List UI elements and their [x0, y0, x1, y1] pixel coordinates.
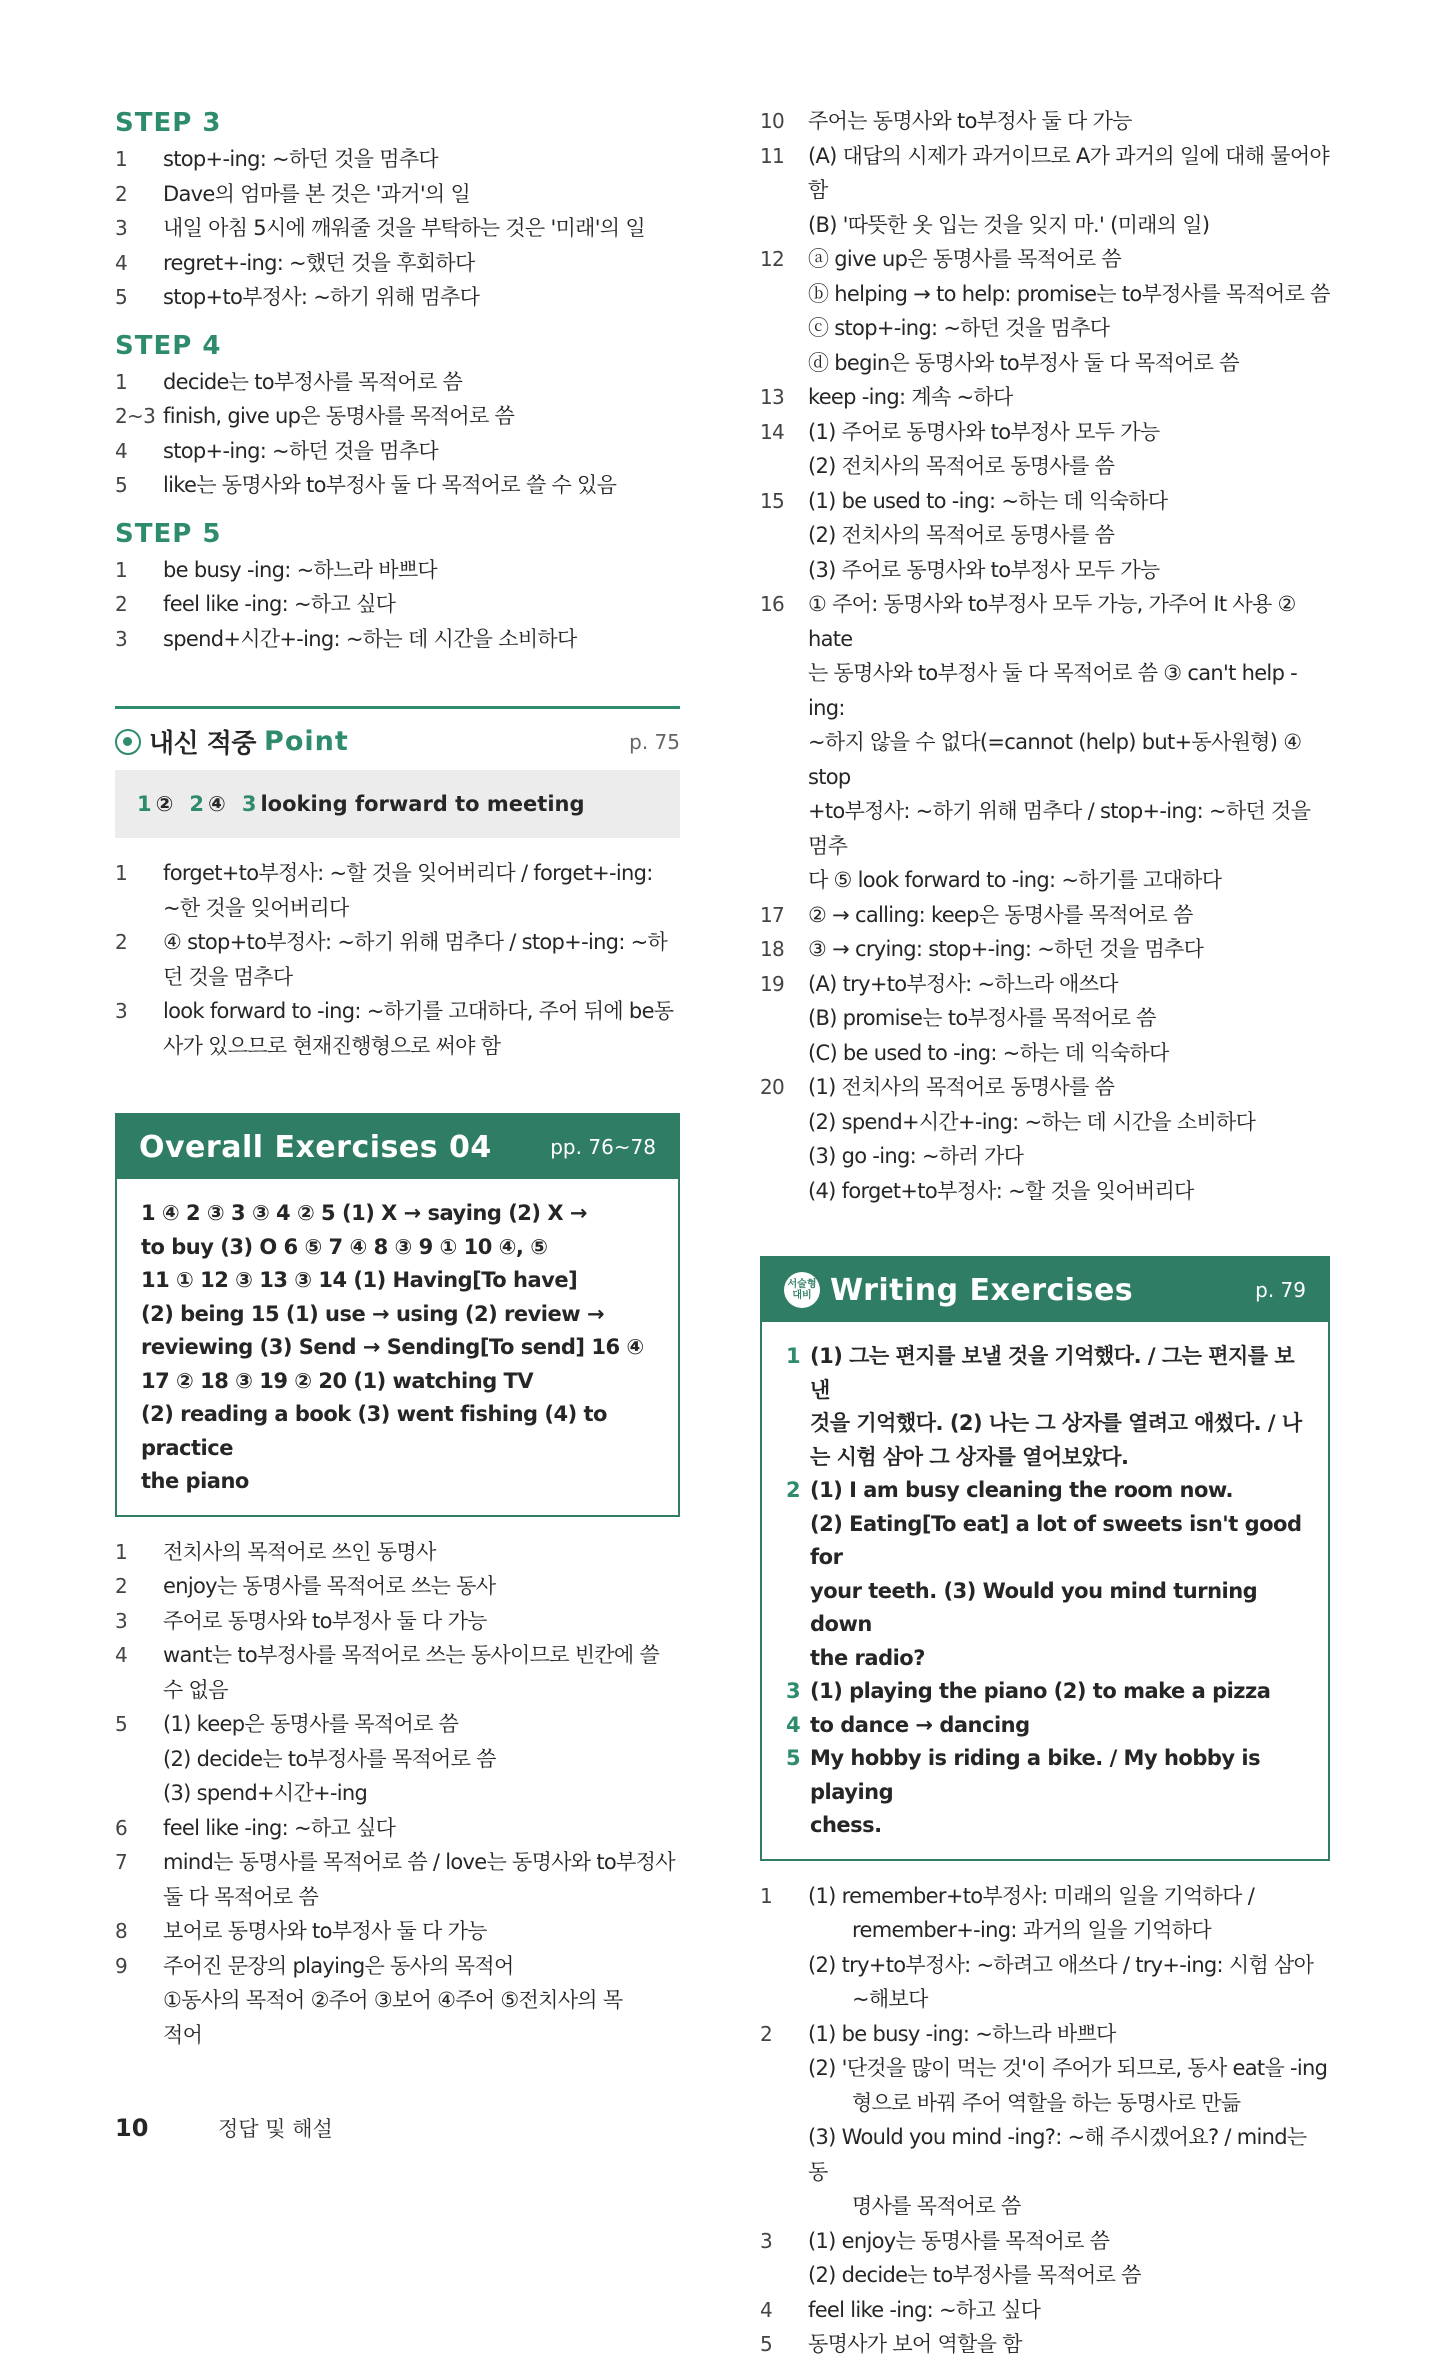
list-item [115, 856, 680, 891]
target-icon [115, 729, 141, 755]
answer-number [786, 1642, 810, 1676]
list-item [115, 1707, 680, 1742]
answer-line: (2) reading a book (3) went fishing (4) to practice [141, 1402, 607, 1460]
item-continuation: ⓒ stop+-ing: ~하던 것을 멈추다 [808, 316, 1110, 340]
item-text: ③ → crying: stop+-ing: ~하던 것을 멈추다 [808, 937, 1204, 961]
list-item [115, 587, 680, 622]
answer-line: 1 ④ 2 ③ 3 ③ 4 ② 5 (1) X → saying (2) X → [141, 1201, 587, 1225]
item-number: 15 [760, 488, 785, 513]
item-text: feel like -ing: ~하고 싶다 [163, 1815, 396, 1840]
answer-text: the radio? [810, 1645, 925, 1670]
overall-explanations [115, 1535, 680, 2053]
point-explanations [115, 856, 680, 1063]
list-item [115, 468, 680, 503]
overall-exercises-answers [117, 1179, 678, 1515]
item-continuation: remember+-ing: 과거의 일을 기억하다 [852, 1918, 1211, 1942]
item-text: mind는 동명사를 목적어로 씀 / love는 동명사와 to부정사 [163, 1850, 675, 1874]
item-number: 1 [115, 369, 128, 394]
list-item [760, 380, 1330, 415]
writing-answer-line [786, 1407, 1308, 1441]
item-number: 4 [760, 2297, 773, 2322]
item-number: 2~3 [115, 404, 156, 428]
list-item [115, 1604, 680, 1639]
item-number: 4 [115, 1643, 128, 1667]
point-answer [242, 792, 585, 816]
item-number: 5 [115, 285, 128, 309]
item-text: want는 to부정사를 목적어로 쓰는 동사이므로 빈칸에 쓸 [163, 1643, 660, 1667]
point-section-header [115, 706, 680, 762]
item-number: 1 [760, 1883, 773, 1908]
answer-value: looking forward to meeting [260, 792, 585, 816]
answer-number: 5 [786, 1746, 801, 1770]
answer-text: (1) playing the piano (2) to make a pizza [810, 1679, 1271, 1703]
item-continuation: 수 없음 [163, 1677, 228, 1702]
list-item [760, 932, 1330, 967]
item-text: ① 주어: 동명사와 to부정사 모두 가능, 가주어 It 사용 ② hate [808, 592, 1296, 651]
item-continuation: ~하지 않을 수 없다(=cannot (help) but+동사원형) ④ stop [808, 730, 1302, 789]
item-number: 20 [760, 1075, 785, 1099]
left-column [115, 104, 680, 2052]
list-item [760, 967, 1330, 1002]
list-item [115, 177, 680, 212]
page-footer [115, 2113, 333, 2143]
item-text: 동명사가 보어 역할을 함 [808, 2332, 1022, 2356]
writing-answer-line [786, 1809, 1308, 1843]
item-number: 18 [760, 937, 785, 961]
overall-exercises-title: Overall Exercises 04 [139, 1129, 492, 1165]
page-number: 10 [115, 2114, 149, 2142]
item-text: 주어는 동명사와 to부정사 둘 다 가능 [808, 109, 1132, 133]
step5-list [115, 553, 680, 657]
answer-number [786, 1508, 810, 1575]
item-text: (1) be used to -ing: ~하는 데 익숙하다 [808, 488, 1168, 513]
item-number: 4 [115, 250, 128, 275]
item-continuation: +to부정사: ~하기 위해 멈추다 / stop+-ing: ~하던 것을 멈추 [808, 799, 1311, 858]
item-number: 19 [760, 971, 785, 996]
answer-text: (1) 그는 편지를 보낼 것을 기억했다. / 그는 편지를 보낸 [810, 1344, 1295, 1402]
right-column [760, 104, 1330, 2362]
item-text: feel like -ing: ~하고 싶다 [808, 2297, 1041, 2322]
item-text: enjoy는 동명사를 목적어로 쓰는 동사 [163, 1574, 496, 1598]
answer-number [786, 1809, 810, 1843]
writing-answer-line [786, 1709, 1308, 1743]
item-number: 5 [115, 1712, 128, 1736]
item-text: be busy -ing: ~하느라 바쁘다 [163, 557, 437, 582]
writing-exercises-header [762, 1258, 1328, 1322]
list-item [115, 211, 680, 246]
answer-text: (1) I am busy cleaning the room now. [810, 1478, 1233, 1502]
footer-title: 정답 및 해설 [218, 2117, 333, 2141]
item-number: 2 [115, 930, 128, 954]
item-continuation: (2) '단것을 많이 먹는 것'이 주어가 되므로, 동사 eat을 -ing [808, 2056, 1328, 2080]
answer-line: 11 ① 12 ③ 13 ③ 14 (1) Having[To have] [141, 1268, 578, 1292]
answer-text: (2) Eating[To eat] a lot of sweets isn't good for [810, 1511, 1302, 1569]
item-number: 1 [115, 1539, 128, 1564]
item-text: ② → calling: keep은 동명사를 목적어로 씀 [808, 902, 1193, 927]
item-text: (1) enjoy는 동명사를 목적어로 씀 [808, 2228, 1110, 2253]
item-text: regret+-ing: ~했던 것을 후회하다 [163, 250, 475, 275]
item-continuation: (3) go -ing: ~하러 가다 [808, 1144, 1024, 1168]
list-item [115, 1638, 680, 1673]
item-text: (1) be busy -ing: ~하느라 바쁘다 [808, 2021, 1116, 2046]
answer-text: chess. [810, 1813, 882, 1837]
item-continuation: 명사를 목적어로 씀 [852, 2194, 1021, 2218]
item-number: 9 [115, 1953, 128, 1978]
list-item [115, 1535, 680, 1570]
item-continuation: (2) 전치사의 목적어로 동명사를 씀 [808, 523, 1115, 547]
item-text: look forward to -ing: ~하기를 고대하다, 주어 뒤에 be동 [163, 999, 674, 1023]
item-number: 4 [115, 438, 128, 463]
list-item [760, 587, 1330, 656]
writing-answer-line [786, 1575, 1308, 1642]
item-number: 2 [115, 1574, 128, 1598]
item-text: (1) 주어로 동명사와 to부정사 모두 가능 [808, 419, 1160, 444]
writing-exercises-title: Writing Exercises [830, 1272, 1134, 1308]
item-continuation: 적어 [163, 2022, 203, 2047]
item-text: 보어로 동명사와 to부정사 둘 다 가능 [163, 1919, 487, 1943]
step4-heading: STEP 4 [115, 330, 222, 361]
overall-exercises-box [115, 1113, 680, 1517]
item-text: decide는 to부정사를 목적어로 씀 [163, 369, 463, 394]
writing-answer-line [786, 1675, 1308, 1709]
item-number: 14 [760, 419, 785, 444]
list-item [760, 1879, 1330, 1914]
writing-answer-line [786, 1508, 1308, 1575]
list-item [760, 139, 1330, 208]
writing-explanations [760, 1879, 1330, 2362]
list-item [760, 2327, 1330, 2362]
answer-line: reviewing (3) Send → Sending[To send] 16 ④ [141, 1335, 644, 1359]
answer-number: 2 [786, 1478, 801, 1502]
item-text: 주어로 동명사와 to부정사 둘 다 가능 [163, 1608, 487, 1633]
answer-number [786, 1407, 810, 1441]
point-answer-box [115, 770, 680, 838]
list-item [115, 246, 680, 281]
item-text: 주어진 문장의 playing은 동사의 목적어 [163, 1953, 514, 1978]
list-item [115, 1949, 680, 1984]
overall-explanations-continued [760, 104, 1330, 1208]
item-continuation: (4) forget+to부정사: ~할 것을 잊어버리다 [808, 1178, 1194, 1203]
writing-exercises-answers [762, 1322, 1328, 1859]
list-item [760, 2224, 1330, 2259]
item-text: forget+to부정사: ~할 것을 잊어버리다 / forget+-ing: [163, 861, 653, 885]
item-continuation: (2) spend+시간+-ing: ~하는 데 시간을 소비하다 [808, 1109, 1256, 1134]
item-continuation: ~해보다 [852, 1987, 928, 2011]
item-continuation: (2) decide는 to부정사를 목적어로 씀 [163, 1746, 496, 1771]
list-item [115, 280, 680, 315]
item-number: 5 [115, 473, 128, 497]
writing-exercises-box [760, 1256, 1330, 1861]
item-number: 1 [115, 557, 128, 582]
item-number: 8 [115, 1919, 128, 1943]
answer-value: ② [155, 792, 174, 816]
item-number: 3 [760, 2228, 773, 2253]
item-continuation: ~한 것을 잊어버리다 [163, 895, 349, 920]
answer-line: 17 ② 18 ③ 19 ② 20 (1) watching TV [141, 1368, 534, 1393]
list-item [115, 1845, 680, 1880]
item-continuation: 둘 다 목적어로 씀 [163, 1884, 319, 1909]
item-text: (A) try+to부정사: ~하느라 애쓰다 [808, 971, 1118, 996]
list-item [115, 553, 680, 588]
item-number: 7 [115, 1850, 128, 1874]
writing-answer-line [786, 1441, 1308, 1475]
item-continuation: (3) Would you mind -ing?: ~해 주시겠어요? / mind는 동 [808, 2125, 1307, 2184]
answer-line: (2) being 15 (1) use → using (2) review → [141, 1301, 605, 1326]
list-item [115, 1914, 680, 1949]
item-text: (1) remember+to부정사: 미래의 일을 기억하다 / [808, 1883, 1255, 1908]
answer-text: your teeth. (3) Would you mind turning down [810, 1578, 1258, 1636]
step5-heading: STEP 5 [115, 518, 222, 549]
answer-number [786, 1441, 810, 1475]
list-item [760, 242, 1330, 277]
writing-logo-icon: 서술형 대비 [784, 1272, 820, 1308]
item-text: feel like -ing: ~하고 싶다 [163, 592, 396, 616]
item-text: stop+to부정사: ~하기 위해 멈추다 [163, 285, 480, 309]
item-continuation: (C) be used to -ing: ~하는 데 익숙하다 [808, 1040, 1169, 1065]
answer-number: 2 [189, 792, 205, 816]
writing-answer-line [786, 1474, 1308, 1508]
point-page-ref: p. 75 [629, 729, 680, 754]
list-item [115, 434, 680, 469]
answer-text: to dance → dancing [810, 1712, 1030, 1737]
item-continuation: (2) 전치사의 목적어로 동명사를 씀 [808, 454, 1115, 478]
item-continuation: (3) 주어로 동명사와 to부정사 모두 가능 [808, 557, 1160, 582]
item-continuation: ①동사의 목적어 ②주어 ③보어 ④주어 ⑤전치사의 목 [163, 1988, 623, 2012]
list-item [760, 2017, 1330, 2052]
item-text: finish, give up은 동명사를 목적어로 씀 [163, 404, 515, 428]
list-item [760, 2293, 1330, 2328]
item-continuation: ⓑ helping → to help: promise는 to부정사를 목적어로 씀 [808, 281, 1330, 306]
answer-number: 1 [786, 1344, 801, 1368]
answer-text: My hobby is riding a bike. / My hobby is playing [810, 1746, 1261, 1804]
item-number: 12 [760, 247, 785, 271]
list-item [115, 142, 680, 177]
item-number: 3 [115, 1608, 128, 1633]
item-continuation: (3) spend+시간+-ing [163, 1781, 368, 1805]
item-continuation: (2) try+to부정사: ~하려고 애쓰다 / try+-ing: 시험 삼아 [808, 1952, 1314, 1977]
list-item [115, 1811, 680, 1846]
answer-text: 것을 기억했다. (2) 나는 그 상자를 열려고 애썼다. / 나 [810, 1411, 1302, 1435]
list-item [115, 1569, 680, 1604]
answer-number [786, 1575, 810, 1642]
item-text: ⓐ give up은 동명사를 목적어로 씀 [808, 247, 1121, 271]
item-number: 5 [760, 2332, 773, 2356]
item-number: 17 [760, 902, 785, 927]
item-text: 전치사의 목적어로 쓰인 동명사 [163, 1539, 436, 1564]
item-continuation: 형으로 바꿔 주어 역할을 하는 동명사로 만듦 [852, 2090, 1241, 2115]
step3-heading: STEP 3 [115, 108, 222, 138]
item-text: ④ stop+to부정사: ~하기 위해 멈추다 / stop+-ing: ~하 [163, 930, 668, 954]
answer-number: 4 [786, 1712, 801, 1737]
overall-exercises-header [117, 1115, 678, 1179]
list-item [115, 365, 680, 400]
answer-number: 3 [786, 1679, 801, 1703]
answer-line: the piano [141, 1469, 249, 1493]
item-continuation: 던 것을 멈추다 [163, 964, 293, 989]
item-number: 13 [760, 385, 785, 409]
list-item [760, 415, 1330, 450]
item-text: keep -ing: 계속 ~하다 [808, 385, 1013, 409]
answer-number: 1 [137, 792, 152, 816]
item-number: 3 [115, 626, 128, 651]
item-number: 3 [115, 999, 128, 1023]
item-text: (1) 전치사의 목적어로 동명사를 씀 [808, 1075, 1115, 1099]
item-text: 내일 아침 5시에 깨워줄 것을 부탁하는 것은 '미래'의 일 [163, 216, 645, 240]
point-answer [189, 792, 225, 816]
list-item [115, 994, 680, 1029]
writing-exercises-page-ref: p. 79 [1255, 1278, 1306, 1302]
list-item [115, 622, 680, 657]
list-item [760, 104, 1330, 139]
answer-value: ④ [208, 792, 226, 816]
answer-number: 3 [241, 792, 257, 816]
item-text: spend+시간+-ing: ~하는 데 시간을 소비하다 [163, 626, 577, 651]
item-number: 11 [760, 143, 785, 168]
item-number: 2 [115, 592, 128, 616]
item-continuation: 다 ⑤ look forward to -ing: ~하기를 고대하다 [808, 868, 1222, 892]
item-text: stop+-ing: ~하던 것을 멈추다 [163, 147, 438, 171]
step3-list [115, 142, 680, 315]
item-continuation: (2) decide는 to부정사를 목적어로 씀 [808, 2263, 1141, 2287]
list-item [760, 1070, 1330, 1105]
writing-answer-line [786, 1340, 1308, 1407]
step4-list [115, 365, 680, 503]
list-item [115, 399, 680, 434]
item-text: (1) keep은 동명사를 목적어로 씀 [163, 1712, 459, 1736]
item-number: 1 [115, 861, 128, 885]
point-section-word: Point [264, 726, 349, 757]
overall-exercises-page-ref: pp. 76~78 [550, 1135, 656, 1159]
item-number: 1 [115, 147, 128, 171]
answer-line: to buy (3) O 6 ⑤ 7 ④ 8 ③ 9 ① 10 ④, ⑤ [141, 1234, 548, 1259]
item-number: 3 [115, 216, 128, 240]
writing-answer-line [786, 1742, 1308, 1809]
list-item [760, 484, 1330, 519]
item-continuation: 사가 있으므로 현재진행형으로 써야 함 [163, 1033, 501, 1058]
answer-text: 는 시험 삼아 그 상자를 열어보았다. [810, 1444, 1129, 1469]
item-number: 2 [115, 181, 128, 206]
item-continuation: ⓓ begin은 동명사와 to부정사 둘 다 목적어로 씀 [808, 350, 1239, 375]
item-number: 6 [115, 1815, 128, 1840]
point-section-title: 내신 적중 [149, 729, 257, 759]
item-number: 10 [760, 109, 785, 133]
item-text: Dave의 엄마를 본 것은 '과거'의 일 [163, 181, 471, 206]
writing-answer-line [786, 1642, 1308, 1676]
list-item [115, 925, 680, 960]
point-answer [137, 792, 173, 816]
item-text: like는 동명사와 to부정사 둘 다 목적어로 쓸 수 있음 [163, 473, 617, 497]
item-text: (A) 대답의 시제가 과거이므로 A가 과거의 일에 대해 물어야 함 [808, 143, 1330, 202]
item-number: 2 [760, 2021, 773, 2046]
item-continuation: 는 동명사와 to부정사 둘 다 목적어로 씀 ③ can't help -ing: [808, 661, 1298, 720]
item-continuation: (B) '따뜻한 옷 입는 것을 잊지 마.' (미래의 일) [808, 212, 1210, 237]
item-continuation: (B) promise는 to부정사를 목적어로 씀 [808, 1006, 1156, 1030]
item-text: stop+-ing: ~하던 것을 멈추다 [163, 438, 438, 463]
item-number: 16 [760, 592, 785, 616]
list-item [760, 898, 1330, 933]
